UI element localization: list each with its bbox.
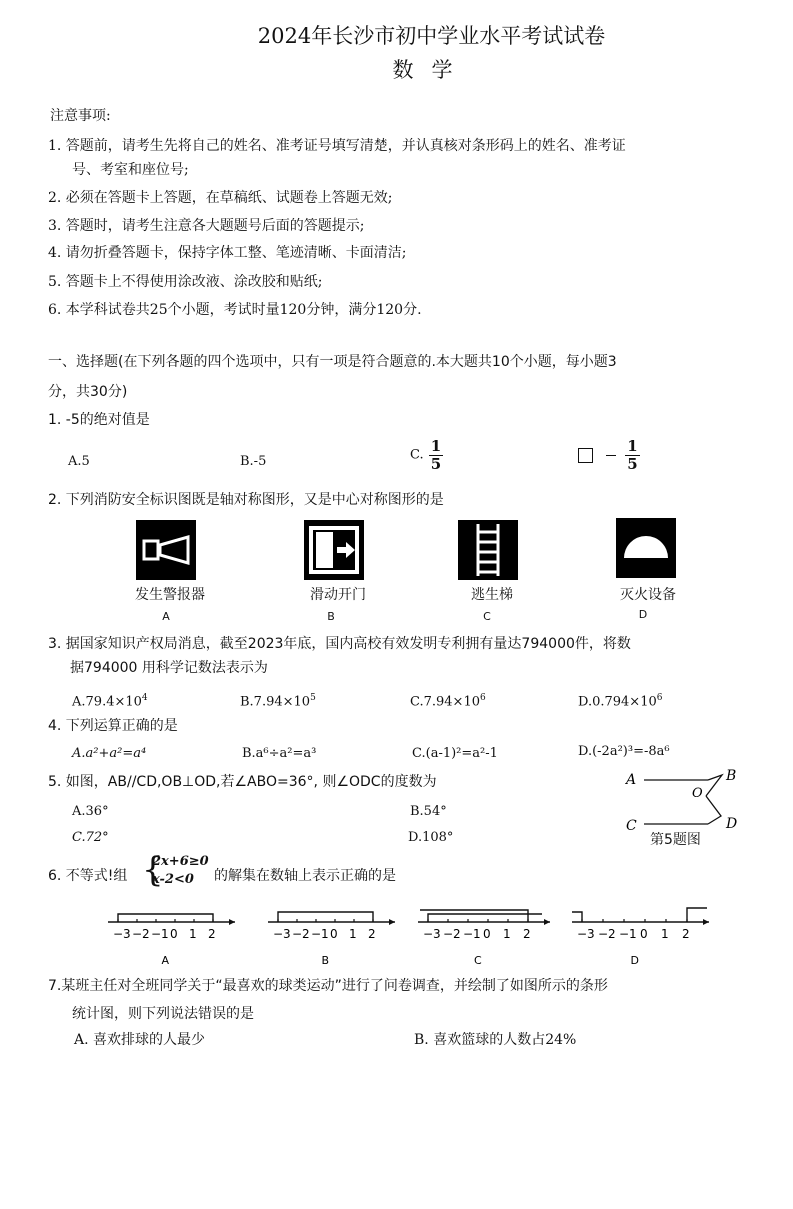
axis-arrow (229, 919, 235, 925)
q3-option-b-base: B.7.94×10 (240, 694, 311, 710)
q1-option-c (410, 438, 443, 473)
note-item-1-cont: 号、考室和座位号; (72, 162, 189, 178)
sign-label-b: 滑动开门 (310, 587, 366, 603)
segment-o-d (706, 796, 721, 824)
point-label-o: O (692, 786, 703, 801)
tick-label: 0 (640, 927, 648, 941)
tick-label: −1 (311, 927, 329, 941)
q3-option-b (240, 688, 316, 712)
section1-heading-cont: 分，共30分) (48, 384, 128, 400)
tick-label: −3 (113, 927, 131, 941)
sign-label-a: 发生警报器 (135, 587, 205, 603)
notes-heading: 注意事项: (50, 108, 111, 124)
point-label-b: B (726, 768, 737, 784)
q5-option-a: A.36° (72, 804, 109, 819)
tick-label: 2 (208, 927, 216, 941)
tick-label: 0 (483, 927, 491, 941)
q6-stem-suffix: 的解集在数轴上表示正确的是 (214, 868, 396, 884)
tick-label: −3 (577, 927, 595, 941)
q5-option-c: C.72° (72, 830, 109, 845)
tick-label: 1 (189, 927, 197, 941)
sign-letter-d: D (638, 608, 648, 621)
tick-label: −2 (132, 927, 150, 941)
sign-label-d: 灭火设备 (620, 587, 676, 603)
q1-option-d-fraction (625, 438, 639, 473)
number-line-letter: B (321, 954, 330, 967)
tick-label: 2 (682, 927, 690, 941)
q5-figure-caption: 第5题图 (650, 832, 701, 848)
frac-denominator: 5 (627, 455, 638, 473)
frac-denominator: 5 (430, 455, 442, 473)
tick-label: −3 (423, 927, 441, 941)
note-item-5: 5. 答题卡上不得使用涂改液、涂改胶和贴纸; (48, 274, 323, 290)
tick-label: −1 (619, 927, 637, 941)
tick-label: 1 (661, 927, 669, 941)
q4-option-c: C.(a-1)²=a²-1 (412, 746, 498, 761)
tick-label: 2 (368, 927, 376, 941)
q1-option-b: B.-5 (240, 454, 267, 469)
tick-label: −1 (151, 927, 169, 941)
subject-title: 数学 (392, 58, 471, 82)
tick-label: −2 (443, 927, 461, 941)
number-line-letter: A (161, 954, 170, 967)
q5-stem: 5. 如图，AB//CD,OB⊥OD,若∠ABO=36°, 则∠ODC的度数为 (48, 774, 437, 790)
q2-stem: 2. 下列消防安全标识图既是轴对称图形，又是中心对称图形的是 (48, 492, 444, 508)
fire-equipment-icon (616, 518, 676, 578)
q4-stem: 4. 下列运算正确的是 (48, 718, 178, 734)
tick-label: 1 (503, 927, 511, 941)
alarm-horn-icon (136, 520, 196, 580)
frac-numerator: 1 (627, 437, 638, 455)
q3-stem-cont: 据794000 用科学记数法表示为 (70, 660, 268, 676)
q1-option-a: A.5 (68, 454, 90, 469)
note-item-2: 2. 必须在答题卡上答题，在草稿纸、试题卷上答题无效; (48, 190, 393, 206)
solution-bracket (278, 912, 373, 922)
system-brace-icon: { (142, 850, 164, 890)
sign-letter-b: B (327, 610, 335, 623)
q6-number-lines (100, 900, 740, 972)
q7-stem-cont: 统计图，则下列说法错误的是 (72, 1006, 254, 1022)
q3-option-d (578, 688, 662, 712)
q1-option-c-fraction (429, 438, 443, 473)
section1-heading: 一、选择题(在下列各题的四个选项中，只有一项是符合题意的.本大题共10个小题，每小题3 (48, 354, 617, 370)
q3-option-a-base: A.79.4×10 (72, 694, 142, 710)
q7-stem: 7.某班主任对全班同学关于“最喜欢的球类运动”进行了问卷调查，并绘制了如图所示的条形 (48, 978, 608, 994)
solution-bracket (428, 914, 542, 922)
point-label-c: C (626, 818, 637, 834)
note-item-3: 3. 答题时，请考生注意各大题题号后面的答题提示; (48, 218, 365, 234)
frac-numerator: 1 (430, 437, 442, 455)
q6-inequality-1: 2x+6≥0 (152, 854, 209, 869)
tick-label: 0 (170, 927, 178, 941)
q5-option-d: D.108° (408, 830, 454, 845)
escape-ladder-icon (458, 520, 518, 580)
tick-label: −2 (292, 927, 310, 941)
exam-title: 2024年长沙市初中学业水平考试试卷 (257, 24, 606, 48)
q1-option-c-prefix: C. (410, 447, 424, 463)
q4-option-b: B.a⁶÷a²=a³ (242, 746, 317, 761)
q3-option-b-exp: 5 (310, 693, 316, 703)
q6-stem-prefix: 6. 不等式!组 (48, 868, 128, 884)
axis-arrow (389, 919, 395, 925)
point-label-a: A (626, 772, 637, 788)
q3-option-c (410, 688, 486, 712)
sign-letter-c: C (483, 610, 491, 623)
q4-option-a: A.a²+a²=a⁴ (72, 746, 147, 761)
q7-option-a: A. 喜欢排球的人最少 (74, 1032, 206, 1048)
number-lines-svg (100, 900, 740, 972)
solution-bracket (420, 910, 528, 922)
segment-b-o (706, 775, 722, 796)
note-item-1: 1. 答题前，请考生先将自己的姓名、准考证号填写清楚，并认真核对条形码上的姓名、准考证 (48, 138, 626, 154)
sign-label-c: 逃生梯 (471, 587, 513, 603)
tick-label: −2 (598, 927, 616, 941)
option-d-glyph-icon (578, 448, 593, 463)
tick-label: −3 (273, 927, 291, 941)
q3-option-a-exp: 4 (141, 693, 148, 703)
tick-label: 0 (330, 927, 338, 941)
tick-label: 2 (523, 927, 531, 941)
solution-bracket (118, 914, 213, 922)
q3-option-d-exp: 6 (656, 693, 663, 703)
q3-stem: 3. 据国家知识产权局消息，截至2023年底，国内高校有效发明专利拥有量达794000件，将数 (48, 636, 631, 652)
note-item-4: 4. 请勿折叠答题卡，保持字体工整、笔迹清晰、卡面清洁; (48, 245, 407, 261)
q4-option-d: D.(-2a²)³=-8a⁶ (578, 744, 670, 759)
q7-option-b: B. 喜欢篮球的人数占24% (414, 1032, 577, 1048)
q6-inequality-2: x-2<0 (152, 872, 194, 887)
note-item-6: 6. 本学科试卷共25个小题，考试时量120分钟，满分120分. (48, 302, 422, 318)
sign-letter-a: A (162, 610, 170, 623)
q5-option-b: B.54° (410, 804, 447, 819)
axis-arrow (703, 919, 709, 925)
tick-label: −1 (463, 927, 481, 941)
q3-option-a (72, 688, 148, 712)
q3-option-c-base: C.7.94×10 (410, 694, 480, 710)
minus-sign-icon (606, 455, 616, 456)
q1-option-d (578, 438, 640, 473)
axis-arrow (544, 919, 550, 925)
q3-option-d-base: D.0.794×10 (578, 694, 657, 710)
number-line-letter: C (474, 954, 482, 967)
sliding-door-icon (304, 520, 364, 580)
tick-label: 1 (349, 927, 357, 941)
q1-stem: 1. -5的绝对值是 (48, 412, 150, 428)
number-line-letter: D (630, 954, 639, 967)
q3-option-c-exp: 6 (480, 693, 486, 703)
point-label-d: D (726, 816, 738, 832)
solution-bracket (572, 912, 582, 922)
